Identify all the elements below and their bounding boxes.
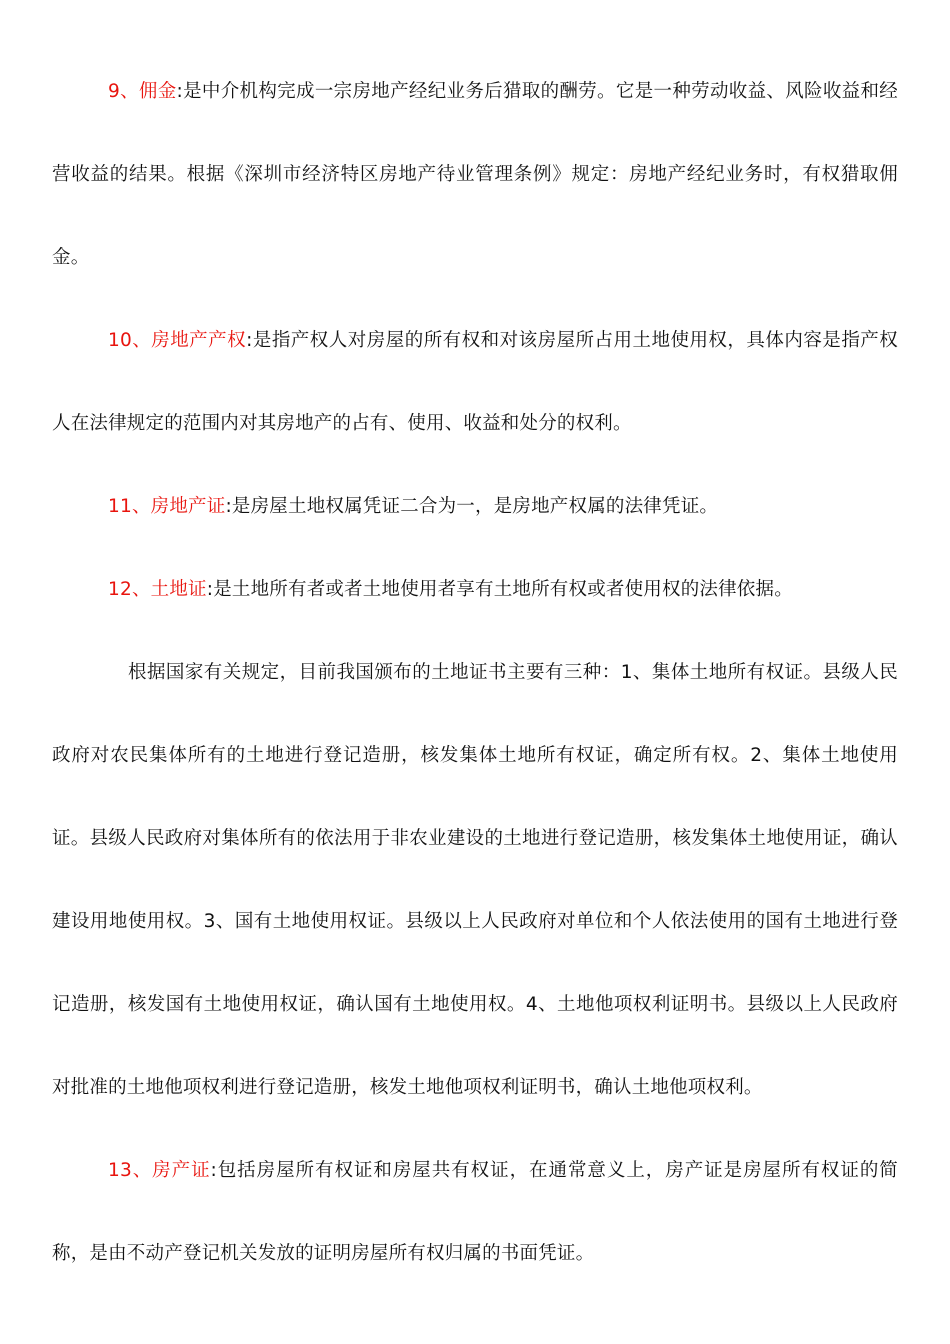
term-colon: : (206, 579, 214, 600)
term-colon: : (176, 81, 183, 102)
paragraph-property-rights (52, 299, 898, 465)
definition-commission: 是中介机构完成一宗房地产经纪业务后猎取的酬劳。它是一种劳动收益、风险收益和经营收益的结果。根据《深圳市经济特区房地产待业管理条例》规定：房地产经纪业务时，有权猎取佣金。 (52, 81, 898, 268)
term-real-estate-certificate: 11、房地产证 (108, 496, 226, 517)
paragraph-house-certificate (52, 1129, 898, 1295)
document-page (52, 50, 898, 1295)
definition-real-estate-certificate: 是房屋土地权属凭证二合为一，是房地产权属的法律凭证。 (231, 496, 719, 517)
paragraph-commission (52, 50, 898, 299)
term-commission: 9、佣金 (108, 81, 177, 102)
definition-property-rights: 是指产权人对房屋的所有权和对该房屋所占用土地使用权，具体内容是指产权人在法律规定的范围内对其房地产的占有、使用、收益和处分的权利。 (52, 330, 898, 434)
paragraph-real-estate-certificate (52, 465, 898, 548)
definition-house-certificate: 包括房屋所有权证和房屋共有权证，在通常意义上，房产证是房屋所有权证的简称，是由不动产登记机关发放的证明房屋所有权归属的书面凭证。 (52, 1160, 898, 1264)
term-colon: : (246, 330, 253, 351)
term-house-certificate: 13、房产证 (108, 1160, 211, 1181)
paragraph-land-certificate (52, 548, 898, 631)
term-colon: : (225, 496, 232, 517)
term-land-certificate: 12、土地证 (108, 579, 207, 600)
term-colon: : (210, 1160, 217, 1181)
definition-land-certificate: 是土地所有者或者土地使用者享有土地所有权或者使用权的法律依据。 (213, 579, 793, 600)
term-property-rights: 10、房地产产权 (108, 330, 247, 351)
paragraph-land-certificate-types: 根据国家有关规定，目前我国颁布的土地证书主要有三种：1、集体土地所有权证。县级人民政府对农民集体所有的土地进行登记造册，核发集体土地所有权证，确定所有权。2、集体土地使用证。县级人民政府对集体所有的依法用于非农业建设的土地进行登记造册，核发集体土地使用证，确认建设用地使用权。3、国有土地使用权证。县级以上人民政府对单位和个人依法使用的国有土地进行登记造册，核发国有土地使用权证，确认国有土地使用权。4、土地他项权利证明书。县级以上人民政府对批准的土地他项权利进行登记造册，核发土地他项权利证明书，确认土地他项权利。 (52, 662, 898, 1098)
